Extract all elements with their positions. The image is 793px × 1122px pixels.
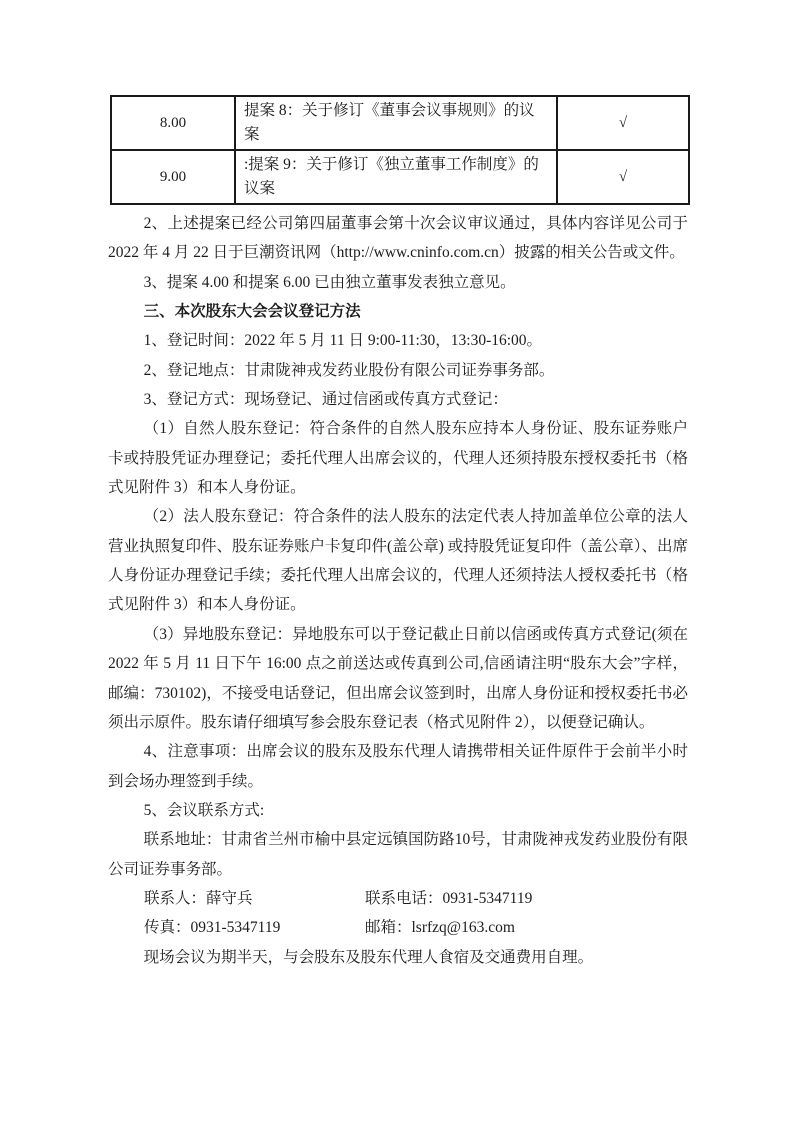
contact-item: 联系电话：0931-5347119 [365,889,533,907]
proposals-table [110,95,690,205]
paragraph: 3、登记方式：现场登记、通过信函或传真方式登记： [143,391,508,409]
section-heading: 三、本次股东大会会议登记方法 [143,303,361,321]
contact-pair [108,884,688,913]
paragraph: （2）法人股东登记：符合条件的法人股东的法定代表人持加盖单位公章的法人营业执照复印件、股东证券账户卡复印件(盖公章) 或持股凭证复印件（盖公章）、出席人身份证办理登记手续；委托代理人出席会议的，代理人还须持法人授权委托书（格式见附件 3）和本人身份证。 [108,508,688,614]
proposal-code-cell: 8.00 [111,96,235,150]
paragraph: 1、登记时间：2022 年 5 月 11 日 9:00-11:30，13:30-16:00。 [143,332,543,350]
paragraph: 联系地址：甘肃省兰州市榆中县定远镇国防路10号，甘肃陇神戎发药业股份有限公司证券事务部。 [108,831,688,878]
contact-item: 传真：0931-5347119 [144,919,281,937]
table-row [111,96,689,150]
paragraph: 5、会议联系方式: [143,801,265,819]
vote-mark-cell: √ [557,96,689,150]
vote-mark-cell: √ [557,150,689,204]
paragraph: 2、登记地点：甘肃陇神戎发药业股份有限公司证券事务部。 [143,361,555,379]
paragraph: （3）异地股东登记：异地股东可以于登记截止日前以信函或传真方式登记(须在 2022 年 5 月 11 日下午 16:00 点之前送达或传真到公司,信函请注明“股东大会”字样，邮编：730102)，不接受电话登记，但出席会议签到时，出席人身份证和授权委托书必须出示原件。股东请仔细填写参会股东登记表（格式见附件 2），以便登记确认。 [108,625,688,731]
proposals-table-body [111,96,689,204]
proposal-code-cell: 9.00 [111,150,235,204]
contact-item: 邮箱：lsrfzq@163.com [365,919,515,937]
proposal-title-cell: :提案 9：关于修订《独立董事工作制度》的议案 [235,150,557,204]
paragraph: 现场会议为期半天，与会股东及股东代理人食宿及交通费用自理。 [143,948,594,966]
paragraph: 3、提案 4.00 和提案 6.00 已由独立董事发表独立意见。 [143,273,516,291]
proposal-title-cell: 提案 8：关于修订《董事会议事规则》的议案 [235,96,557,150]
table-row [111,150,689,204]
contact-item: 联系人：薛守兵 [144,889,253,907]
paragraph: 2、上述提案已经公司第四届董事会第十次会议审议通过，具体内容详见公司于 2022 年 4 月 22 日于巨潮资讯网（http://www.cninfo.com.cn）披露的相关公告或文件。 [108,215,688,262]
paragraph: 4、注意事项：出席会议的股东及股东代理人请携带相关证件原件于会前半小时到会场办理签到手续。 [108,743,688,790]
document-body [108,209,688,972]
contact-pair [108,913,688,942]
paragraph: （1）自然人股东登记：符合条件的自然人股东应持本人身份证、股东证券账户卡或持股凭证办理登记；委托代理人出席会议的，代理人还须持股东授权委托书（格式见附件 3）和本人身份证。 [108,420,688,497]
